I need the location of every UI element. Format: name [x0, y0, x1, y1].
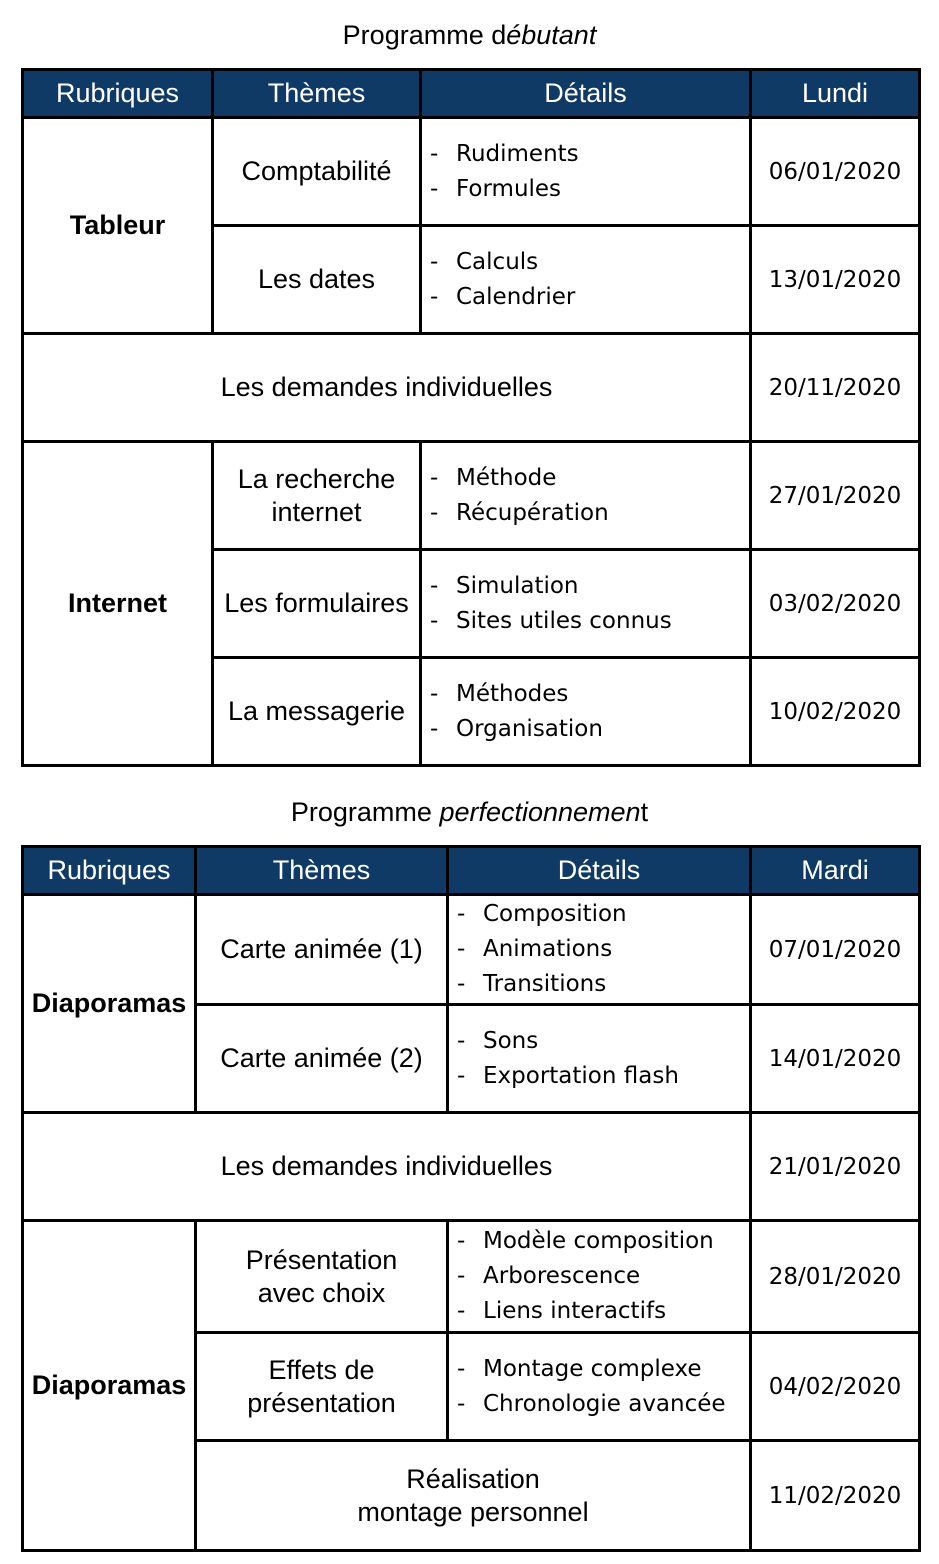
- header-themes: Thèmes: [196, 847, 448, 895]
- program2-title-italic: perfectionnemen: [439, 797, 641, 827]
- theme-cell: [196, 1221, 448, 1333]
- list-item: - Liens interactifs: [457, 1294, 749, 1329]
- theme-cell: Comptabilité: [213, 118, 421, 226]
- list-item: - Calendrier: [430, 280, 749, 315]
- list-item: - Modèle composition: [457, 1224, 749, 1259]
- table-row: [23, 442, 920, 550]
- theme-cell: Carte animée (1): [196, 895, 448, 1005]
- details-cell: [448, 1333, 751, 1441]
- program1-title-italic: ébutant: [506, 20, 597, 50]
- list-item: - Simulation: [430, 569, 749, 604]
- date-cell: 04/02/2020: [751, 1333, 920, 1441]
- list-item: - Méthode: [430, 461, 749, 496]
- list-item: - Arborescence: [457, 1259, 749, 1294]
- date-cell: 03/02/2020: [751, 550, 920, 658]
- program1-title-part: Programme d: [342, 20, 507, 50]
- rubrique-cell: Internet: [23, 442, 213, 766]
- header-rubriques: Rubriques: [23, 847, 196, 895]
- list-item: - Exportation flash: [457, 1059, 749, 1094]
- date-cell: 13/01/2020: [751, 226, 920, 334]
- list-item: - Montage complexe: [457, 1352, 749, 1387]
- list-item: - Organisation: [430, 712, 749, 747]
- list-item: - Calculs: [430, 245, 749, 280]
- header-themes: Thèmes: [213, 70, 421, 118]
- date-cell: 10/02/2020: [751, 658, 920, 766]
- header-details: Détails: [448, 847, 751, 895]
- date-cell: 07/01/2020: [751, 895, 920, 1005]
- details-cell: [421, 658, 751, 766]
- theme-line: présentation: [247, 1387, 396, 1418]
- theme-line: avec choix: [257, 1277, 386, 1308]
- details-cell: [448, 895, 751, 1005]
- theme-cell: [213, 442, 421, 550]
- details-cell: [421, 118, 751, 226]
- individual-requests-cell: Les demandes individuelles: [23, 1113, 751, 1221]
- header-rubriques: Rubriques: [23, 70, 213, 118]
- list-item: - Transitions: [457, 967, 749, 1002]
- date-cell: 14/01/2020: [751, 1005, 920, 1113]
- theme-cell: Les dates: [213, 226, 421, 334]
- table-row: [23, 1113, 920, 1221]
- program2-title: [0, 797, 939, 828]
- theme-cell: [196, 1333, 448, 1441]
- date-cell: 21/01/2020: [751, 1113, 920, 1221]
- list-item: - Sons: [457, 1024, 749, 1059]
- theme-cell: Carte animée (2): [196, 1005, 448, 1113]
- program2-title-part: t: [640, 797, 649, 827]
- list-item: - Sites utiles connus: [430, 604, 749, 639]
- program1-title: [0, 20, 939, 51]
- individual-requests-cell: Les demandes individuelles: [23, 334, 751, 442]
- list-item: - Composition: [457, 897, 749, 932]
- final-project-line: montage personnel: [357, 1496, 589, 1527]
- final-project-line: Réalisation: [406, 1463, 540, 1494]
- date-cell: 06/01/2020: [751, 118, 920, 226]
- table-row: [23, 1221, 920, 1333]
- details-cell: [448, 1005, 751, 1113]
- list-item: - Rudiments: [430, 137, 749, 172]
- list-item: - Chronologie avancée: [457, 1387, 749, 1422]
- date-cell: 11/02/2020: [751, 1441, 920, 1551]
- table-header-row: [23, 847, 920, 895]
- rubrique-cell: Diaporamas: [23, 1221, 196, 1551]
- theme-cell: La messagerie: [213, 658, 421, 766]
- theme-line: La recherche: [237, 463, 396, 494]
- theme-line: Présentation: [245, 1244, 398, 1275]
- details-cell: [448, 1221, 751, 1333]
- header-day: Mardi: [751, 847, 920, 895]
- list-item: - Animations: [457, 932, 749, 967]
- list-item: - Récupération: [430, 496, 749, 531]
- final-project-cell: [196, 1441, 751, 1551]
- date-cell: 28/01/2020: [751, 1221, 920, 1333]
- table-row: [23, 118, 920, 226]
- rubrique-cell: Tableur: [23, 118, 213, 334]
- table-header-row: [23, 70, 920, 118]
- details-cell: [421, 226, 751, 334]
- program1-table: [21, 68, 921, 767]
- details-cell: [421, 550, 751, 658]
- theme-line: Effets de: [268, 1354, 375, 1385]
- theme-line: internet: [271, 496, 362, 527]
- list-item: - Formules: [430, 172, 749, 207]
- list-item: - Méthodes: [430, 677, 749, 712]
- theme-cell: Les formulaires: [213, 550, 421, 658]
- program2-title-part: Programme: [290, 797, 440, 827]
- header-day: Lundi: [751, 70, 920, 118]
- table-row: [23, 334, 920, 442]
- rubrique-cell: Diaporamas: [23, 895, 196, 1113]
- program2-table: [21, 845, 921, 1552]
- table-row: [23, 895, 920, 1005]
- details-cell: [421, 442, 751, 550]
- header-details: Détails: [421, 70, 751, 118]
- date-cell: 27/01/2020: [751, 442, 920, 550]
- date-cell: 20/11/2020: [751, 334, 920, 442]
